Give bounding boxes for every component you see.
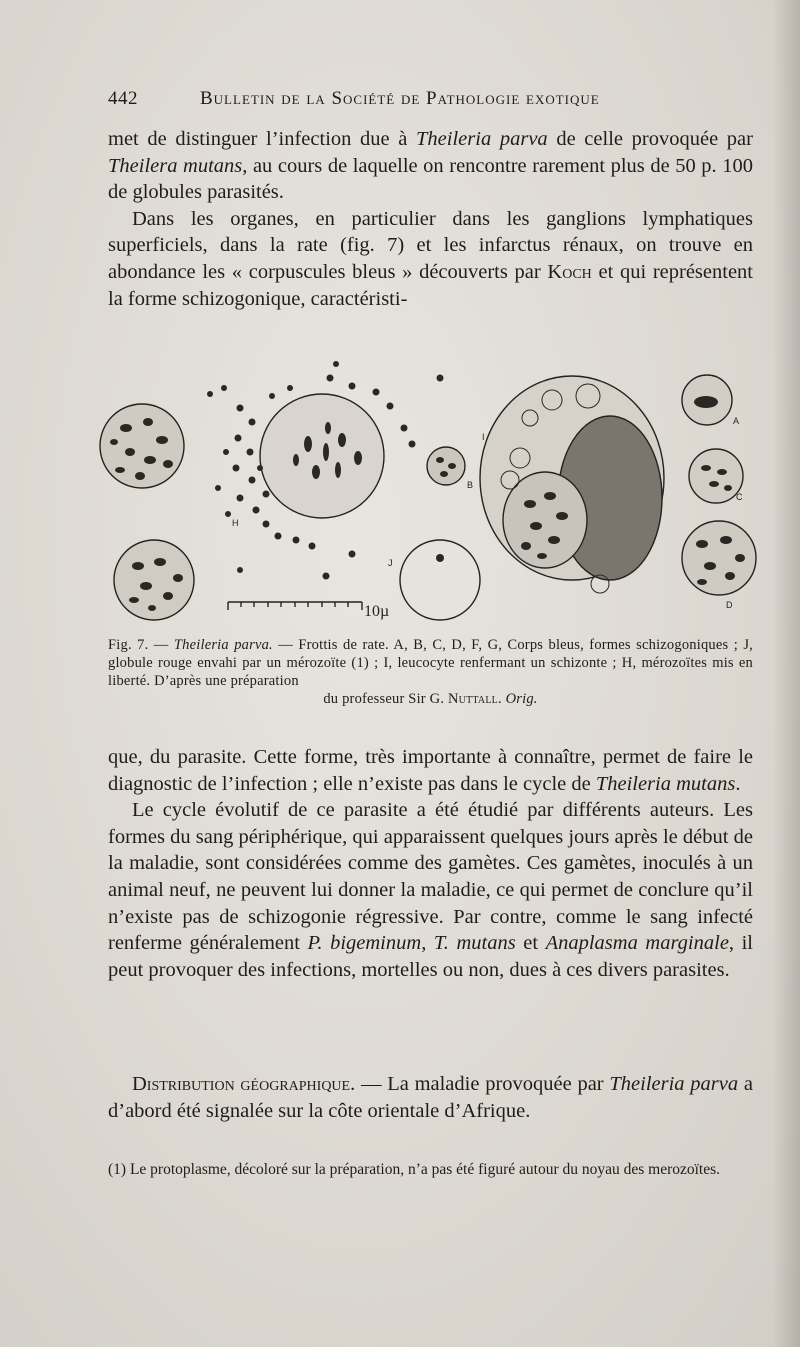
italic-taxon: Theileria mutans (595, 772, 736, 795)
figure-caption (108, 636, 753, 708)
paragraph (108, 206, 753, 312)
text-run: a d’abord été signalée sur la côte orientale d’Afrique. (108, 1073, 753, 1122)
page-number: 442 (108, 88, 138, 109)
text-run: — La maladie provoquée par (355, 1073, 610, 1095)
text-run: , au cours de laquelle on rencontre rarement plus de 50 p. 100 de globules parasités. (108, 154, 753, 204)
label-j: J (388, 558, 393, 568)
text-run: et qui représentent la forme schizogonique, caractéristi- (108, 260, 753, 310)
caption-text: Fig. 7. — (108, 637, 174, 653)
cell-c (689, 449, 743, 503)
caption-last-line (108, 690, 753, 708)
caption-text: — Frottis de rate. A, B, C, D, F, G, Corps bleus, formes schizogoniques ; J, globule rouge envahi par un mérozoïte (1) ; I, leucocyte renfermant un schizonte ; H, mérozoïtes mis en liberté. D’après une préparation (108, 637, 753, 689)
text-block-top (108, 126, 753, 312)
text-run: Dans les organes, en particulier dans les ganglions lymphatiques superficiels, dans la rate (fig. 7) et les infarctus rénaux, on trouve en abondance les « corpuscules bleus » découverts par (108, 207, 753, 283)
caption-taxon: Theileria parva. (173, 637, 273, 653)
cell-b (427, 447, 465, 485)
text-run: que, du parasite. Cette forme, très importante à connaître, permet de faire le diagnostic de l’infection ; elle n’existe pas dans le cycle de (108, 746, 753, 795)
label-c: C (736, 492, 743, 502)
caption-orig: Orig. (505, 691, 538, 707)
paragraph (108, 126, 753, 206)
cell-j (400, 540, 480, 620)
running-title: Bulletin de la Société de Pathologie exotique (200, 88, 600, 109)
italic-taxon: Theilera mutans (108, 154, 243, 177)
cell-i (260, 394, 384, 518)
author-name: Koch (547, 260, 592, 283)
footnote: (1) Le protoplasme, décoloré sur la préparation, n’a pas été figuré autour du noyau des merozoïtes. (108, 1161, 721, 1178)
text-run: et (515, 932, 546, 955)
text-run: , (421, 932, 434, 955)
paragraph (108, 797, 753, 983)
italic-taxon: Theileria parva (609, 1073, 739, 1095)
scale-label: 10µ (364, 603, 390, 620)
text-run: , il peut provoquer des infections, mortelles ou non, dues à ces divers parasites. (108, 932, 753, 981)
caption-text: du professeur Sir G. (323, 691, 448, 707)
caption-text: . (497, 691, 506, 707)
scale-bar (228, 602, 362, 610)
italic-taxon: T. mutans (433, 932, 516, 955)
italic-taxon: P. bigeminum (307, 932, 422, 955)
text-block-middle (108, 744, 753, 983)
label-h: H (232, 518, 239, 528)
text-run: met de distinguer l’infection due à (108, 128, 417, 150)
label-a: A (733, 416, 740, 426)
text-run: de celle provoquée par (547, 128, 753, 150)
label-b: B (467, 480, 474, 490)
paragraph (108, 744, 753, 797)
label-i: I (482, 432, 485, 442)
text-block-bottom (108, 1071, 753, 1124)
text-run: Le cycle évolutif de ce parasite a été étudié par différents auteurs. Les formes du sang périphérique, qui apparaissent quelques jours après le début de la maladie, sont considérées comme des gamètes. Ces gamètes, inoculés à un animal neuf, ne peuvent lui donner la maladie, ce qui permet de conclure qu’il n’existe pas de schizogonie régressive. Par contre, comme le sang infecté renferme généralement (108, 799, 753, 955)
paragraph (108, 1071, 753, 1124)
section-heading: Distribution géographique. (132, 1073, 356, 1095)
figure-7-illustration (90, 348, 770, 628)
italic-taxon: Theileria parva (416, 128, 548, 150)
caption-author: Nuttall (447, 691, 498, 707)
micrograph-drawing (90, 348, 770, 628)
page-gutter-shadow (772, 0, 800, 1347)
label-d: D (726, 600, 733, 610)
italic-taxon: Anaplasma marginale (545, 932, 729, 955)
text-run: . (735, 772, 741, 795)
